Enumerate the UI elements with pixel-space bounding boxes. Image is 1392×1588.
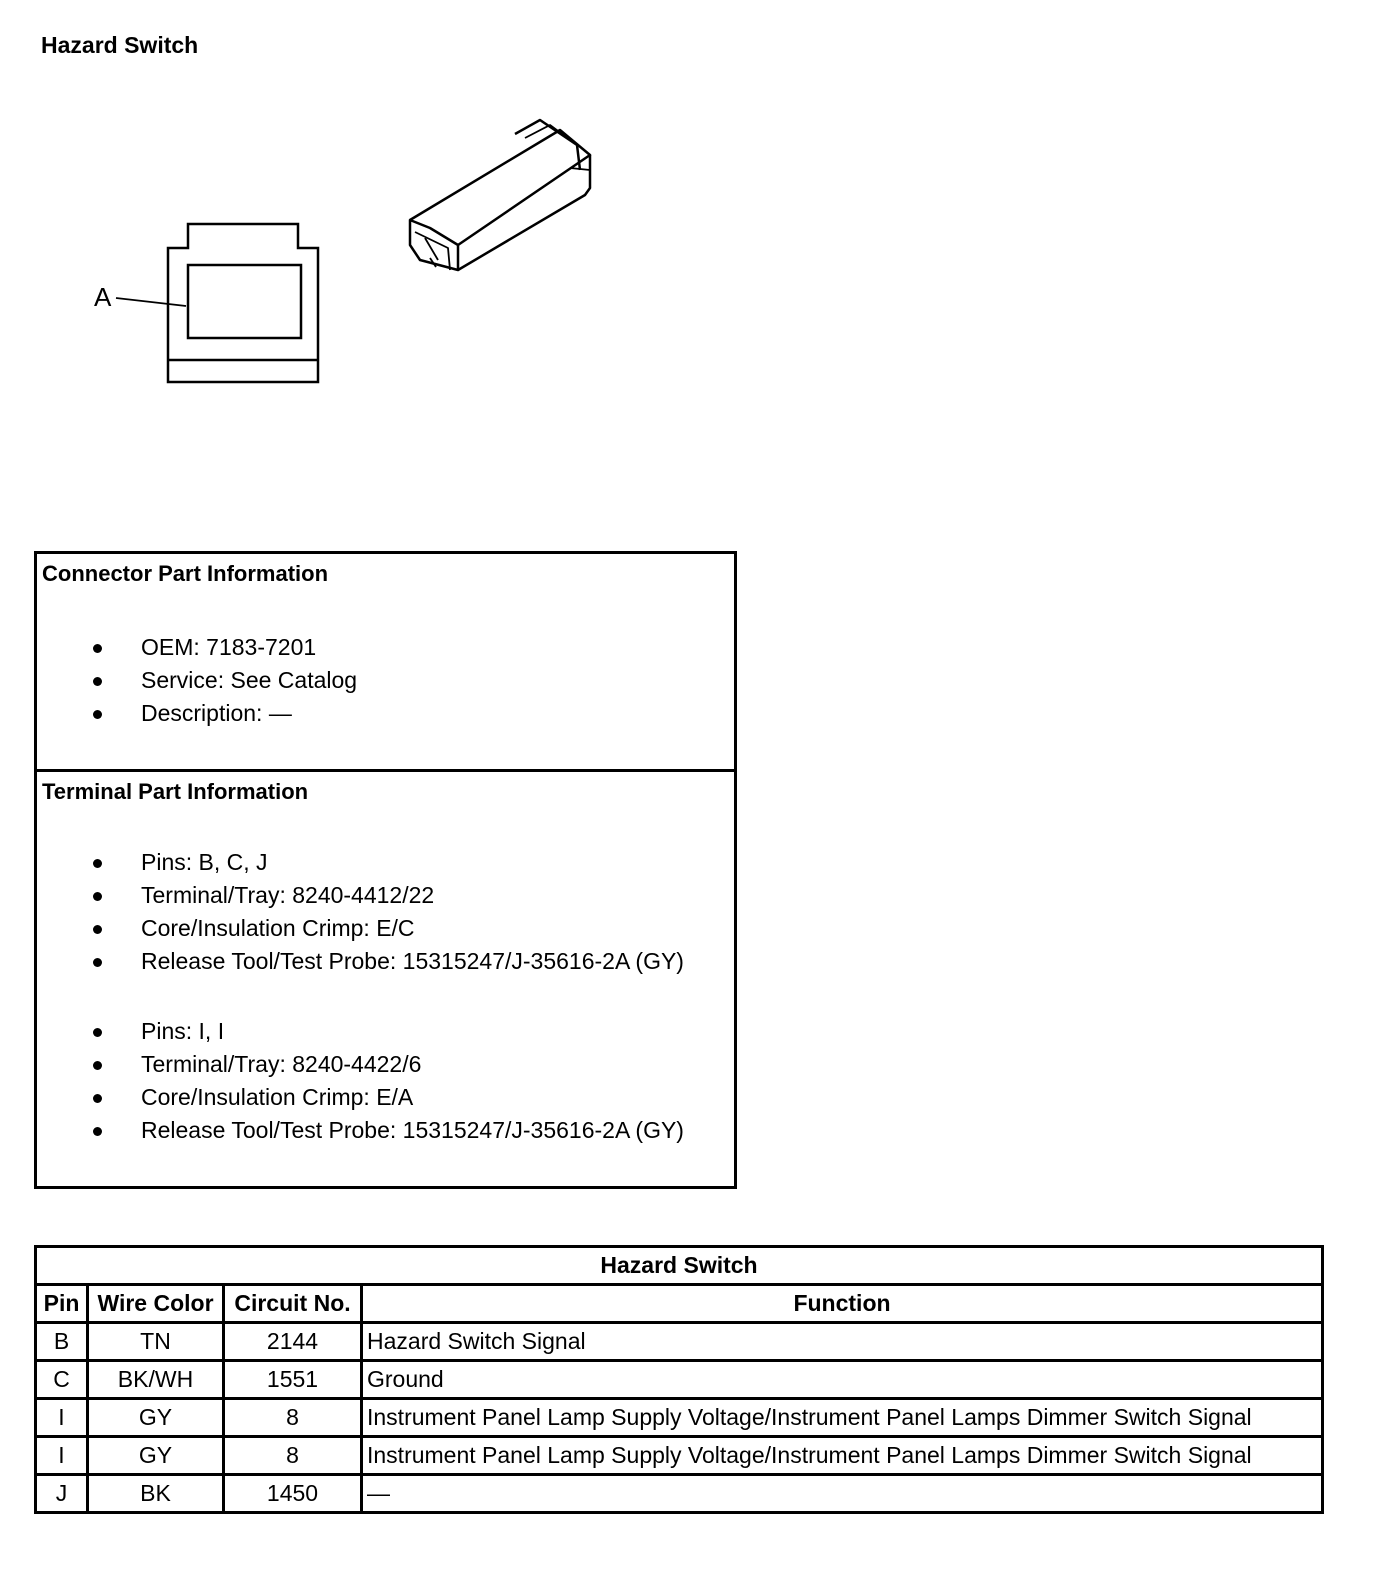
connector-diagram: [80, 110, 620, 400]
column-header-wire-color: Wire Color: [88, 1285, 224, 1323]
list-item: [37, 846, 684, 879]
terminal-tray-text: Terminal/Tray: 8240-4412/22: [141, 882, 435, 908]
circuit-no-cell: 2144: [224, 1323, 362, 1361]
bullet-icon: [93, 958, 102, 967]
connector-info-heading: Connector Part Information: [42, 561, 329, 586]
list-item: [37, 697, 357, 730]
crimp-text: Core/Insulation Crimp: E/A: [141, 1084, 414, 1110]
list-item: [37, 631, 357, 664]
release-tool-text: Release Tool/Test Probe: 15315247/J-35616-2A (GY): [141, 1117, 684, 1143]
connector-part-information: [37, 554, 734, 769]
wire-color-cell: BK: [88, 1475, 224, 1513]
bullet-icon: [93, 859, 102, 868]
table-row: [36, 1361, 1323, 1399]
list-item: [37, 1081, 684, 1114]
pin-cell: B: [36, 1323, 88, 1361]
table-row: [36, 1323, 1323, 1361]
wire-color-cell: GY: [88, 1437, 224, 1475]
wire-color-cell: GY: [88, 1399, 224, 1437]
circuit-no-cell: 8: [224, 1437, 362, 1475]
table-caption: Hazard Switch: [36, 1247, 1323, 1285]
terminal-group-1: [37, 846, 684, 978]
function-cell: Hazard Switch Signal: [362, 1323, 1323, 1361]
table-header-row: [36, 1285, 1323, 1323]
bullet-icon: [93, 710, 102, 719]
bullet-icon: [93, 677, 102, 686]
bullet-icon: [93, 644, 102, 653]
pin-cell: C: [36, 1361, 88, 1399]
table-row: [36, 1437, 1323, 1475]
column-header-pin: Pin: [36, 1285, 88, 1323]
pin-cell: I: [36, 1437, 88, 1475]
service-text: Service: See Catalog: [141, 667, 358, 693]
wire-color-cell: TN: [88, 1323, 224, 1361]
pin-cell: I: [36, 1399, 88, 1437]
connector-3d-view: [410, 120, 590, 270]
connector-top-face: [410, 130, 590, 245]
bullet-icon: [93, 1127, 102, 1136]
bullet-icon: [93, 925, 102, 934]
callout-label-a: A: [94, 282, 112, 312]
table-row: [36, 1475, 1323, 1513]
list-item: [37, 879, 684, 912]
column-header-circuit-no: Circuit No.: [224, 1285, 362, 1323]
description-text: Description: —: [141, 700, 292, 726]
latch-outline: [515, 120, 580, 170]
function-cell: —: [362, 1475, 1323, 1513]
circuit-no-cell: 8: [224, 1399, 362, 1437]
page-title: Hazard Switch: [41, 32, 199, 58]
connector-outline: [168, 224, 318, 382]
callout-leader-line: [116, 298, 186, 306]
connector-side-face: [458, 155, 590, 270]
connector-face-view: [116, 224, 318, 382]
table-row: [36, 1399, 1323, 1437]
bullet-icon: [93, 1061, 102, 1070]
function-cell: Instrument Panel Lamp Supply Voltage/Instrument Panel Lamps Dimmer Switch Signal: [362, 1437, 1323, 1475]
function-cell: Instrument Panel Lamp Supply Voltage/Instrument Panel Lamps Dimmer Switch Signal: [362, 1399, 1323, 1437]
terminal-group-2: [37, 1015, 684, 1147]
bullet-icon: [93, 1094, 102, 1103]
oem-text: OEM: 7183-7201: [141, 634, 317, 660]
list-item: [37, 912, 684, 945]
pins-text: Pins: I, I: [141, 1018, 225, 1044]
wire-color-cell: BK/WH: [88, 1361, 224, 1399]
pins-text: Pins: B, C, J: [141, 849, 268, 875]
pin-table: [34, 1245, 1324, 1514]
release-tool-text: Release Tool/Test Probe: 15315247/J-35616-2A (GY): [141, 948, 684, 974]
terminal-info-heading: Terminal Part Information: [42, 779, 309, 804]
list-item: [37, 1048, 684, 1081]
circuit-no-cell: 1551: [224, 1361, 362, 1399]
circuit-no-cell: 1450: [224, 1475, 362, 1513]
cavity-a: [188, 265, 301, 338]
crimp-text: Core/Insulation Crimp: E/C: [141, 915, 415, 941]
part-information-box: [34, 551, 737, 1189]
list-item: [37, 1114, 684, 1147]
connector-info-list: [37, 631, 357, 730]
column-header-function: Function: [362, 1285, 1323, 1323]
terminal-tray-text: Terminal/Tray: 8240-4422/6: [141, 1051, 422, 1077]
bullet-icon: [93, 1028, 102, 1037]
pin-cell: J: [36, 1475, 88, 1513]
bullet-icon: [93, 892, 102, 901]
terminal-part-information: [37, 769, 734, 1186]
list-item: [37, 664, 357, 697]
list-item: [37, 1015, 684, 1048]
list-item: [37, 945, 684, 978]
function-cell: Ground: [362, 1361, 1323, 1399]
